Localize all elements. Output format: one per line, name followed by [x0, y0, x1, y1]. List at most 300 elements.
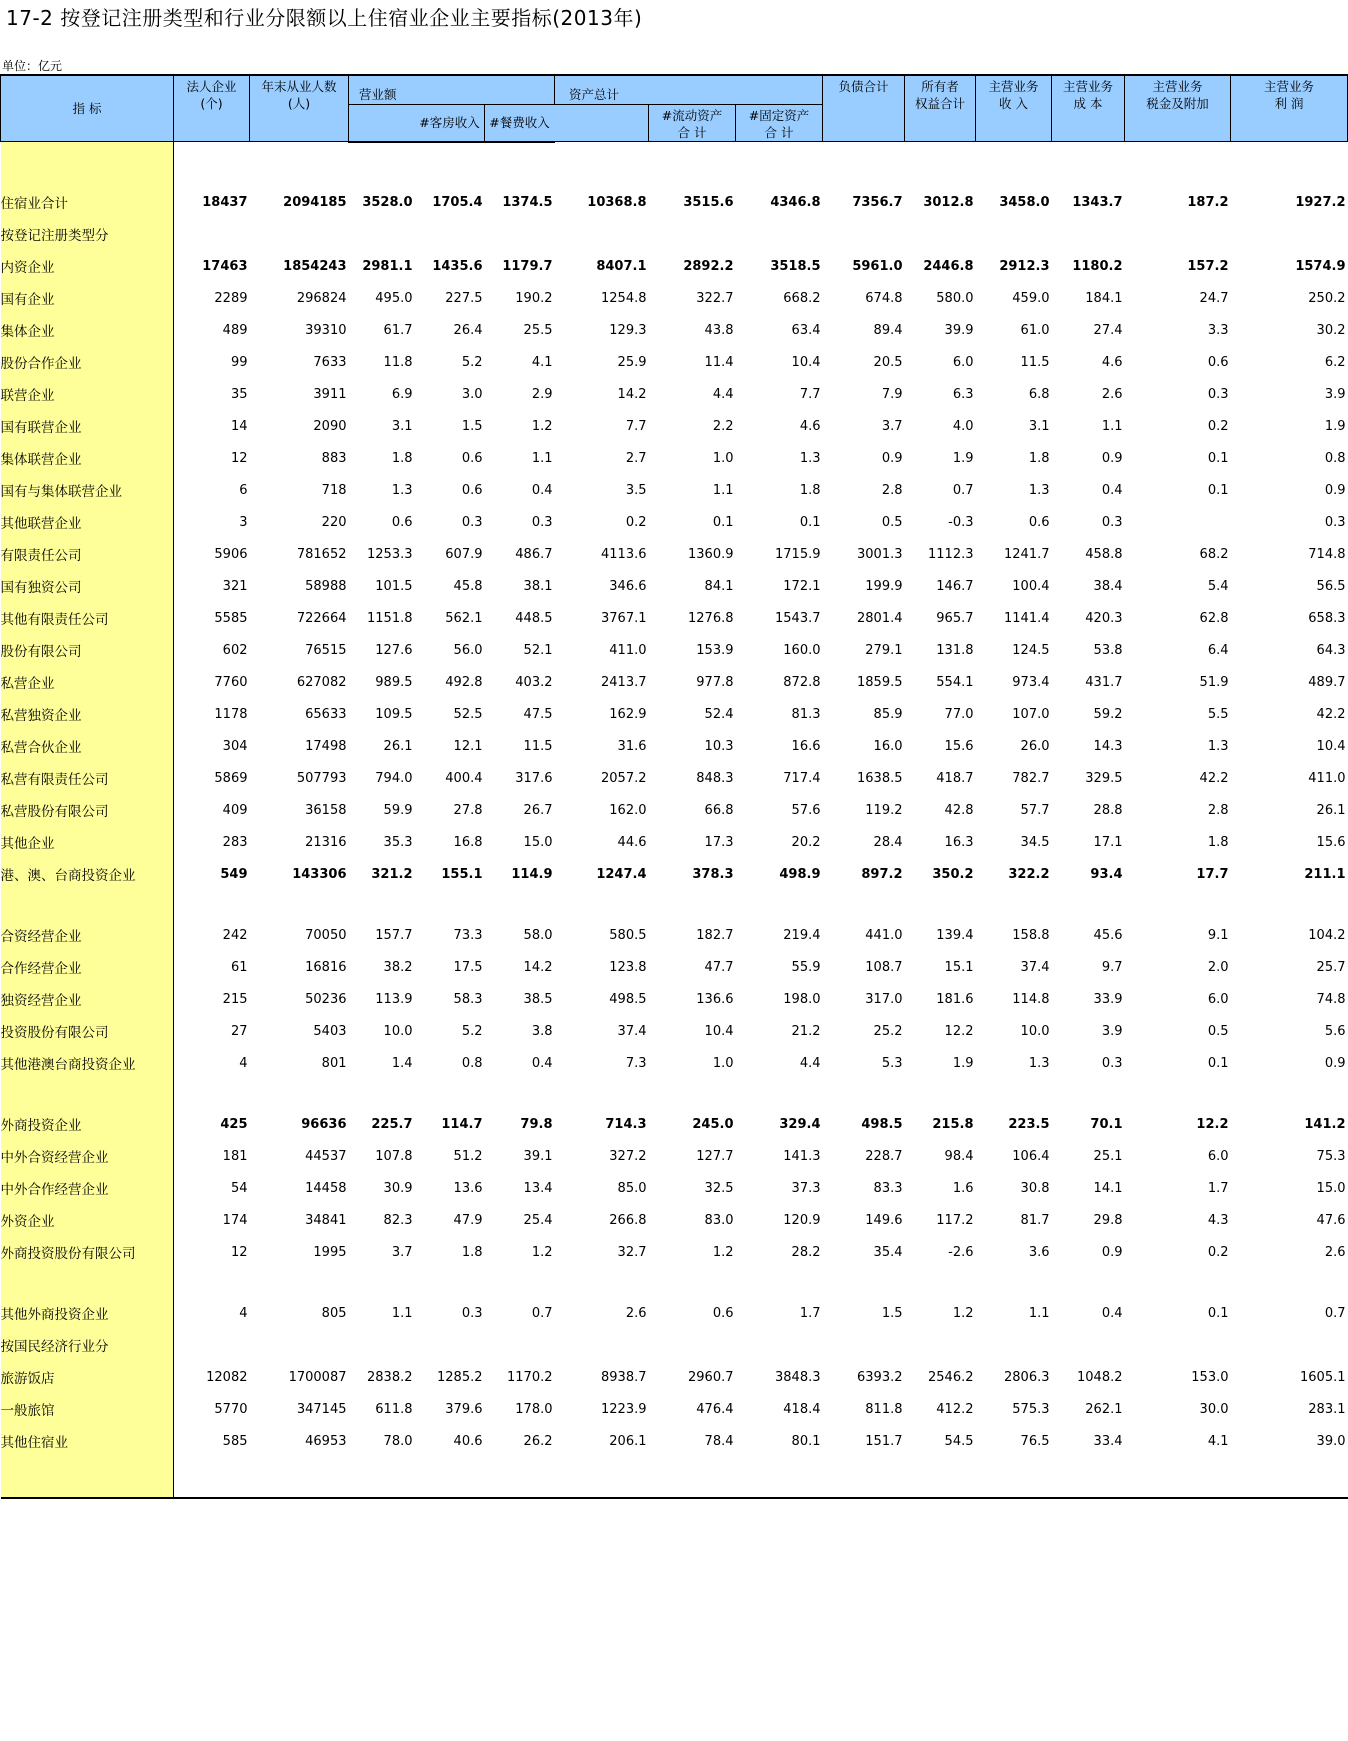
table-row — [1, 1108, 1348, 1140]
table-cell: 0.6 — [712, 1305, 734, 1321]
table-cell: 29.8 — [1093, 1212, 1123, 1228]
table-cell: 714.3 — [605, 1116, 647, 1132]
table-cell: 172.1 — [783, 578, 821, 594]
table-cell: 15.1 — [944, 959, 974, 975]
table-cell: 0.2 — [1207, 418, 1229, 434]
table-cell: 2289 — [214, 290, 248, 306]
table-cell: 33.9 — [1093, 991, 1123, 1007]
table-cell: 1178 — [214, 706, 248, 722]
table-cell: 3.6 — [1028, 1244, 1050, 1260]
table-cell: 181 — [222, 1148, 248, 1164]
table-spacer-row — [1, 1268, 1348, 1297]
col-header-main-income: 主营业务 收 入 — [976, 75, 1052, 142]
table-cell: 21.2 — [791, 1023, 821, 1039]
table-cell: 5403 — [313, 1023, 347, 1039]
table-cell: 109.5 — [375, 706, 413, 722]
table-cell: 10.0 — [1020, 1023, 1050, 1039]
table-cell: 1715.9 — [775, 546, 821, 562]
table-cell: 58.0 — [523, 927, 553, 943]
table-cell: 80.1 — [791, 1433, 821, 1449]
row-label: 其他企业 — [1, 826, 174, 858]
table-cell: 215.8 — [932, 1116, 974, 1132]
table-cell: 8407.1 — [596, 258, 647, 274]
table-cell — [174, 218, 250, 250]
table-cell: 42.2 — [1199, 770, 1229, 786]
table-cell: 0.4 — [1101, 1305, 1123, 1321]
table-cell: 0.4 — [531, 482, 553, 498]
table-cell: 18437 — [202, 194, 248, 210]
table-cell: 7760 — [214, 674, 248, 690]
table-cell: 0.1 — [1207, 1055, 1229, 1071]
table-cell: 52.4 — [704, 706, 734, 722]
table-cell: 11.4 — [704, 354, 734, 370]
table-cell: 245.0 — [692, 1116, 734, 1132]
table-cell: 76.5 — [1020, 1433, 1050, 1449]
table-row — [1, 730, 1348, 762]
table-cell: 157.7 — [375, 927, 413, 943]
row-label: 私营企业 — [1, 666, 174, 698]
table-cell: 973.4 — [1012, 674, 1050, 690]
col-header-revenue: 营业额 — [349, 75, 555, 105]
table-cell: 262.1 — [1085, 1401, 1123, 1417]
table-cell: 20.5 — [873, 354, 903, 370]
table-cell: 74.8 — [1316, 991, 1346, 1007]
table-cell: 321.2 — [371, 866, 413, 882]
table-cell: 65633 — [305, 706, 347, 722]
table-cell: 17.7 — [1196, 866, 1229, 882]
table-cell: 403.2 — [515, 674, 553, 690]
table-cell: 507793 — [296, 770, 347, 786]
table-cell: 5.5 — [1207, 706, 1229, 722]
table-cell: 717.4 — [783, 770, 821, 786]
table-cell: 107.0 — [1012, 706, 1050, 722]
table-cell: 4 — [239, 1305, 248, 1321]
table-cell: 1854243 — [283, 258, 347, 274]
table-cell: 93.4 — [1090, 866, 1123, 882]
table-cell — [485, 1329, 555, 1361]
table-row — [1, 1204, 1348, 1236]
table-cell: 12.2 — [944, 1023, 974, 1039]
table-cell — [1052, 218, 1125, 250]
table-cell: 0.4 — [1101, 482, 1123, 498]
table-cell: 811.8 — [865, 1401, 903, 1417]
table-cell — [174, 1329, 250, 1361]
table-cell: 575.3 — [1012, 1401, 1050, 1417]
table-row — [1, 794, 1348, 826]
table-cell: 25.9 — [617, 354, 647, 370]
table-cell: 549 — [220, 866, 248, 882]
table-cell: 411.0 — [1308, 770, 1346, 786]
table-cell: 47.6 — [1316, 1212, 1346, 1228]
table-cell: 14.1 — [1093, 1180, 1123, 1196]
table-cell: 14.2 — [523, 959, 553, 975]
table-cell: 1638.5 — [857, 770, 903, 786]
row-label: 国有联营企业 — [1, 410, 174, 442]
table-cell: 329.5 — [1085, 770, 1123, 786]
table-cell: 73.3 — [453, 927, 483, 943]
table-cell: 5.2 — [461, 354, 483, 370]
table-cell: 37.4 — [617, 1023, 647, 1039]
table-cell: 0.3 — [1101, 1055, 1123, 1071]
table-cell: 1343.7 — [1072, 194, 1123, 210]
table-cell: 3.3 — [1207, 322, 1229, 338]
col-header-room-income: #客房收入 — [415, 105, 485, 142]
table-cell: 6.4 — [1207, 642, 1229, 658]
table-cell: 883 — [321, 450, 347, 466]
col-header-food-income: #餐费收入 — [485, 105, 555, 142]
table-cell: 30.9 — [383, 1180, 413, 1196]
table-cell: -2.6 — [948, 1244, 974, 1260]
table-cell: 30.2 — [1316, 322, 1346, 338]
table-cell: 35 — [230, 386, 248, 402]
row-label: 港、澳、台商投资企业 — [1, 858, 174, 890]
table-cell: 283.1 — [1308, 1401, 1346, 1417]
table-cell: 6.0 — [1207, 991, 1229, 1007]
table-cell: 53.8 — [1093, 642, 1123, 658]
table-cell: 2.8 — [881, 482, 903, 498]
table-row — [1, 218, 1348, 250]
col-header-main-cost: 主营业务 成 本 — [1052, 75, 1125, 142]
table-cell: 21316 — [305, 834, 347, 850]
table-cell: 55.9 — [791, 959, 821, 975]
table-spacer-row — [1, 142, 1348, 187]
table-cell: 3.9 — [1324, 386, 1346, 402]
row-label: 股份有限公司 — [1, 634, 174, 666]
table-cell: 10.4 — [791, 354, 821, 370]
table-cell: 7.7 — [625, 418, 647, 434]
table-cell: 38.5 — [523, 991, 553, 1007]
table-cell: 1.0 — [712, 1055, 734, 1071]
table-cell: 54 — [230, 1180, 248, 1196]
table-cell: 2806.3 — [1004, 1369, 1050, 1385]
table-row — [1, 634, 1348, 666]
table-cell: 1360.9 — [688, 546, 734, 562]
table-cell: 11.8 — [383, 354, 413, 370]
col-header-current-assets: #流动资产 合 计 — [649, 105, 736, 142]
table-cell: 54.5 — [944, 1433, 974, 1449]
col-header-equity: 所有者 权益合计 — [905, 75, 976, 142]
table-cell: 114.7 — [441, 1116, 483, 1132]
row-label: 股份合作企业 — [1, 346, 174, 378]
col-header-legal-entities: 法人企业 (个) — [174, 75, 250, 142]
table-cell: 6393.2 — [857, 1369, 903, 1385]
table-cell: 28.4 — [873, 834, 903, 850]
table-cell: 68.2 — [1199, 546, 1229, 562]
table-cell: 459.0 — [1012, 290, 1050, 306]
table-cell: 3 — [239, 514, 248, 530]
table-cell: 6.2 — [1324, 354, 1346, 370]
table-cell: 39310 — [305, 322, 347, 338]
table-row — [1, 442, 1348, 474]
table-cell: 0.6 — [461, 450, 483, 466]
row-label: 其他外商投资企业 — [1, 1297, 174, 1329]
table-cell: 157.2 — [1187, 258, 1229, 274]
table-row — [1, 1172, 1348, 1204]
table-cell: 198.0 — [783, 991, 821, 1007]
table-cell: 0.1 — [1207, 1305, 1229, 1321]
table-row — [1, 983, 1348, 1015]
table-cell: 106.4 — [1012, 1148, 1050, 1164]
table-row — [1, 1015, 1348, 1047]
table-cell: 99 — [230, 354, 248, 370]
table-cell: 350.2 — [932, 866, 974, 882]
table-cell: 59.2 — [1093, 706, 1123, 722]
table-cell: 379.6 — [445, 1401, 483, 1417]
table-cell: 1.5 — [881, 1305, 903, 1321]
table-row — [1, 346, 1348, 378]
table-cell: 441.0 — [865, 927, 903, 943]
table-cell: 28.8 — [1093, 802, 1123, 818]
table-cell: 3528.0 — [362, 194, 413, 210]
table-cell: 79.8 — [520, 1116, 553, 1132]
table-cell: 7.3 — [625, 1055, 647, 1071]
table-cell: 378.3 — [692, 866, 734, 882]
table-cell: 418.7 — [936, 770, 974, 786]
table-cell: 13.6 — [453, 1180, 483, 1196]
table-cell: 794.0 — [375, 770, 413, 786]
table-cell: 56.0 — [453, 642, 483, 658]
table-row — [1, 538, 1348, 570]
table-cell: 30.8 — [1020, 1180, 1050, 1196]
table-cell: 1705.4 — [432, 194, 483, 210]
table-cell: 801 — [321, 1055, 347, 1071]
table-cell: 114.9 — [511, 866, 553, 882]
table-cell: 2.6 — [625, 1305, 647, 1321]
table-cell: 1.7 — [799, 1305, 821, 1321]
row-label: 私营独资企业 — [1, 698, 174, 730]
table-cell: 15.0 — [1316, 1180, 1346, 1196]
table-cell: 26.1 — [383, 738, 413, 754]
table-cell: 714.8 — [1308, 546, 1346, 562]
table-cell: 1.7 — [1207, 1180, 1229, 1196]
table-cell: 420.3 — [1085, 610, 1123, 626]
table-cell: 3.7 — [881, 418, 903, 434]
table-cell: 3.8 — [531, 1023, 553, 1039]
table-cell: 101.5 — [375, 578, 413, 594]
table-body — [1, 142, 1348, 1499]
table-cell — [485, 218, 555, 250]
table-cell: 658.3 — [1308, 610, 1346, 626]
table-cell: 26.2 — [523, 1433, 553, 1449]
table-row — [1, 282, 1348, 314]
table-cell: 120.9 — [783, 1212, 821, 1228]
table-cell: 2446.8 — [923, 258, 974, 274]
table-cell: 225.7 — [371, 1116, 413, 1132]
table-cell: 0.9 — [1101, 1244, 1123, 1260]
table-cell: 2838.2 — [367, 1369, 413, 1385]
table-row — [1, 1047, 1348, 1079]
table-cell: 220 — [321, 514, 347, 530]
table-cell: 0.9 — [881, 450, 903, 466]
table-cell: 12.2 — [1196, 1116, 1229, 1132]
statistics-table — [0, 74, 1348, 1499]
table-cell — [649, 218, 736, 250]
table-cell: 1700087 — [288, 1369, 347, 1385]
row-label: 按登记注册类型分 — [1, 218, 174, 250]
table-cell — [1125, 1329, 1231, 1361]
table-cell: 448.5 — [515, 610, 553, 626]
table-cell: 70050 — [305, 927, 347, 943]
table-cell: 27.8 — [453, 802, 483, 818]
table-cell: 43.8 — [704, 322, 734, 338]
table-cell: 7633 — [313, 354, 347, 370]
table-cell: 57.6 — [791, 802, 821, 818]
table-cell: 7.9 — [881, 386, 903, 402]
table-cell: 0.5 — [881, 514, 903, 530]
table-cell — [905, 1329, 976, 1361]
table-cell: 722664 — [296, 610, 347, 626]
row-label: 私营股份有限公司 — [1, 794, 174, 826]
table-cell: 127.7 — [696, 1148, 734, 1164]
table-cell: 3911 — [313, 386, 347, 402]
table-cell: 27 — [230, 1023, 248, 1039]
table-cell: 25.2 — [873, 1023, 903, 1039]
table-cell — [1231, 218, 1348, 250]
table-cell: 3515.6 — [683, 194, 734, 210]
table-cell: 1180.2 — [1072, 258, 1123, 274]
table-cell: 82.3 — [383, 1212, 413, 1228]
table-cell: 61.7 — [383, 322, 413, 338]
row-label: 私营有限责任公司 — [1, 762, 174, 794]
table-cell: 2094185 — [283, 194, 347, 210]
row-label: 外资企业 — [1, 1204, 174, 1236]
table-cell: 5.4 — [1207, 578, 1229, 594]
table-cell: 2.9 — [531, 386, 553, 402]
table-cell: 1151.8 — [367, 610, 413, 626]
table-cell: 283 — [222, 834, 248, 850]
table-cell: 44537 — [305, 1148, 347, 1164]
table-cell: 486.7 — [515, 546, 553, 562]
table-cell: 1.3 — [391, 482, 413, 498]
col-header-main-tax: 主营业务 税金及附加 — [1125, 75, 1231, 142]
table-cell: 104.2 — [1308, 927, 1346, 943]
table-cell: 1247.4 — [596, 866, 647, 882]
table-cell: 1241.7 — [1004, 546, 1050, 562]
table-cell: 1.2 — [712, 1244, 734, 1260]
table-cell: 160.0 — [783, 642, 821, 658]
table-cell: 83.3 — [873, 1180, 903, 1196]
table-cell: 4.4 — [712, 386, 734, 402]
table-cell: 1285.2 — [437, 1369, 483, 1385]
table-cell: 182.7 — [696, 927, 734, 943]
table-row — [1, 410, 1348, 442]
table-cell: 4.3 — [1207, 1212, 1229, 1228]
table-cell: 5.3 — [881, 1055, 903, 1071]
table-cell: 3001.3 — [857, 546, 903, 562]
table-row — [1, 314, 1348, 346]
table-cell: 58.3 — [453, 991, 483, 1007]
table-cell: 1.8 — [461, 1244, 483, 1260]
table-cell: 0.4 — [531, 1055, 553, 1071]
table-cell: 9.1 — [1207, 927, 1229, 943]
table-row — [1, 858, 1348, 890]
table-cell: 15.0 — [523, 834, 553, 850]
table-cell: 25.4 — [523, 1212, 553, 1228]
table-cell: 1.3 — [1207, 738, 1229, 754]
table-cell — [649, 1329, 736, 1361]
table-cell: 1435.6 — [432, 258, 483, 274]
table-spacer-row — [1, 1079, 1348, 1108]
table-cell: 4.1 — [1207, 1433, 1229, 1449]
table-cell: 346.6 — [609, 578, 647, 594]
table-cell: 14 — [230, 418, 248, 434]
table-cell: 1141.4 — [1004, 610, 1050, 626]
table-cell: 1605.1 — [1300, 1369, 1346, 1385]
col-header-total-assets: 资产总计 — [555, 75, 823, 105]
table-cell: 0.7 — [1324, 1305, 1346, 1321]
table-cell: 16.6 — [791, 738, 821, 754]
row-label: 其他港澳台商投资企业 — [1, 1047, 174, 1079]
table-cell: 329.4 — [779, 1116, 821, 1132]
table-cell: 20.2 — [791, 834, 821, 850]
table-cell: 52.1 — [523, 642, 553, 658]
table-cell: 162.0 — [609, 802, 647, 818]
table-cell — [1125, 218, 1231, 250]
table-cell: 5961.0 — [852, 258, 903, 274]
table-cell: 580.0 — [936, 290, 974, 306]
table-cell: 2.7 — [625, 450, 647, 466]
table-cell: 36158 — [305, 802, 347, 818]
table-cell: -0.3 — [948, 514, 974, 530]
row-label: 其他联营企业 — [1, 506, 174, 538]
table-row — [1, 1236, 1348, 1268]
table-cell — [823, 218, 905, 250]
table-cell: 1.5 — [461, 418, 483, 434]
table-cell: 4.6 — [1101, 354, 1123, 370]
col-header-revenue-spacer — [349, 105, 415, 142]
table-cell: 0.6 — [1028, 514, 1050, 530]
table-cell: 321 — [222, 578, 248, 594]
table-cell: 1859.5 — [857, 674, 903, 690]
table-cell: 1374.5 — [502, 194, 553, 210]
row-label: 外商投资股份有限公司 — [1, 1236, 174, 1268]
table-cell — [250, 218, 349, 250]
table-cell: 5869 — [214, 770, 248, 786]
table-cell — [736, 218, 823, 250]
table-cell — [1052, 1329, 1125, 1361]
table-cell: 498.5 — [861, 1116, 903, 1132]
table-cell: 4 — [239, 1055, 248, 1071]
table-cell: 51.9 — [1199, 674, 1229, 690]
row-label: 按国民经济行业分 — [1, 1329, 174, 1361]
table-row — [1, 1329, 1348, 1361]
table-cell: 1.2 — [952, 1305, 974, 1321]
table-cell: 215 — [222, 991, 248, 1007]
table-cell: 585 — [222, 1433, 248, 1449]
table-cell: 2.2 — [712, 418, 734, 434]
table-cell: 37.4 — [1020, 959, 1050, 975]
table-cell — [976, 218, 1052, 250]
table-cell: 10.4 — [704, 1023, 734, 1039]
table-cell: 14458 — [305, 1180, 347, 1196]
table-cell: 0.1 — [712, 514, 734, 530]
table-cell: 4.1 — [531, 354, 553, 370]
table-cell: 26.4 — [453, 322, 483, 338]
table-cell: 0.3 — [1324, 514, 1346, 530]
table-cell: 35.4 — [873, 1244, 903, 1260]
table-cell: 3848.3 — [775, 1369, 821, 1385]
table-cell: 3.1 — [1028, 418, 1050, 434]
table-cell: 10.0 — [383, 1023, 413, 1039]
table-cell: 14.2 — [617, 386, 647, 402]
table-cell: 0.6 — [461, 482, 483, 498]
table-cell: 296824 — [296, 290, 347, 306]
table-row — [1, 378, 1348, 410]
table-cell: 602 — [222, 642, 248, 658]
table-cell: 38.2 — [383, 959, 413, 975]
table-cell: 223.5 — [1008, 1116, 1050, 1132]
table-cell: 1.9 — [952, 1055, 974, 1071]
